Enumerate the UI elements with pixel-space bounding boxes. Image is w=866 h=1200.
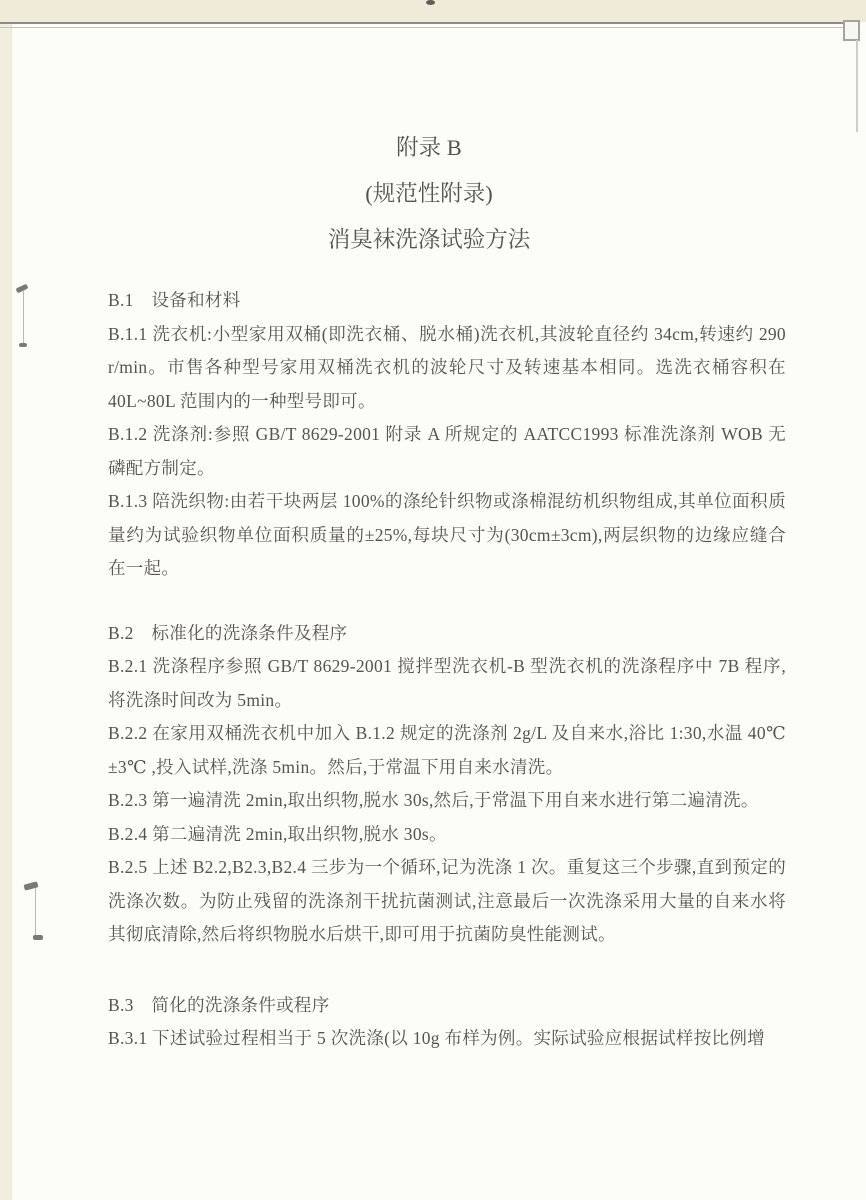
paragraph-b1-2: B.1.2 洗涤剂:参照 GB/T 8629-2001 附录 A 所规定的 AATCC1993 标准洗涤剂 WOB 无磷配方制定。 — [108, 424, 786, 478]
title-block — [0, 125, 862, 263]
scan-top-edge-line-light — [0, 27, 850, 28]
staple-end — [23, 881, 38, 890]
scan-speck — [426, 0, 435, 5]
paragraph-b2-4: B.2.4 第二遍清洗 2min,取出织物,脱水 30s。 — [108, 823, 447, 844]
staple-end — [33, 935, 43, 940]
scan-right-edge-line — [856, 40, 858, 132]
staple-end — [16, 284, 29, 294]
section-b2 — [108, 617, 786, 952]
paragraph-b1-3: B.1.3 陪洗织物:由若干块两层 100%的涤纶针织物或涤棉混纺机织物组成,其单位面积质量约为试验织物单位面积质量的±25%,每块尺寸为(30cm±3cm),两层织物的边缘应缝合在一起。 — [108, 491, 786, 578]
staple-wire — [35, 888, 36, 938]
scan-corner-tab — [843, 20, 860, 41]
staple-end — [19, 343, 27, 347]
paragraph-b2-3: B.2.3 第一遍清洗 2min,取出织物,脱水 30s,然后,于常温下用自来水进行第二遍清洗。 — [108, 790, 759, 810]
document-body — [108, 284, 786, 1056]
staple-wire — [23, 290, 24, 346]
staple-mark-top — [14, 286, 38, 352]
paragraph-b2-1: B.2.1 洗涤程序参照 GB/T 8629-2001 搅拌型洗衣机-B 型洗衣机的洗涤程序中 7B 程序,将洗涤时间改为 5min。 — [108, 656, 786, 710]
staple-mark-bottom — [24, 880, 50, 946]
section-b1-heading: B.1 设备和材料 — [108, 290, 241, 310]
paragraph-b2-5: B.2.5 上述 B2.2,B2.3,B2.4 三步为一个循环,记为洗涤 1 次。重复这三个步骤,直到预定的洗涤次数。为防止残留的洗涤剂干扰抗菌测试,注意最后一次洗涤采用大量的自来水将其彻底清除,然后将织物脱水后烘干,即可用于抗菌防臭性能测试。 — [108, 857, 786, 944]
paragraph-b1-1: B.1.1 洗衣机:小型家用双桶(即洗衣桶、脱水桶)洗衣机,其波轮直径约 34cm,转速约 290 r/min。市售各种型号家用双桶洗衣机的波轮尺寸及转速基本相同。选洗衣桶容积在 40L~80L 范围内的一种型号即可。 — [108, 323, 786, 411]
section-b2-heading: B.2 标准化的洗涤条件及程序 — [108, 622, 348, 643]
section-b3 — [108, 989, 786, 1056]
scan-top-edge-line — [0, 22, 853, 24]
appendix-type-label: (规范性附录) — [365, 181, 493, 206]
paragraph-b2-2: B.2.2 在家用双桶洗衣机中加入 B.1.2 规定的洗涤剂 2g/L 及自来水,浴比 1:30,水温 40℃±3℃ ,投入试样,洗涤 5min。然后,于常温下用自来水清洗。 — [108, 723, 786, 777]
paragraph-b3-1: B.3.1 下述试验过程相当于 5 次洗涤(以 10g 布样为例。实际试验应根据试样按比例增 — [108, 1028, 765, 1048]
section-b1 — [108, 284, 786, 586]
appendix-label: 附录 B — [396, 135, 462, 160]
doc-title: 消臭袜洗涤试验方法 — [327, 227, 531, 252]
section-b3-heading: B.3 简化的洗涤条件或程序 — [108, 994, 330, 1015]
